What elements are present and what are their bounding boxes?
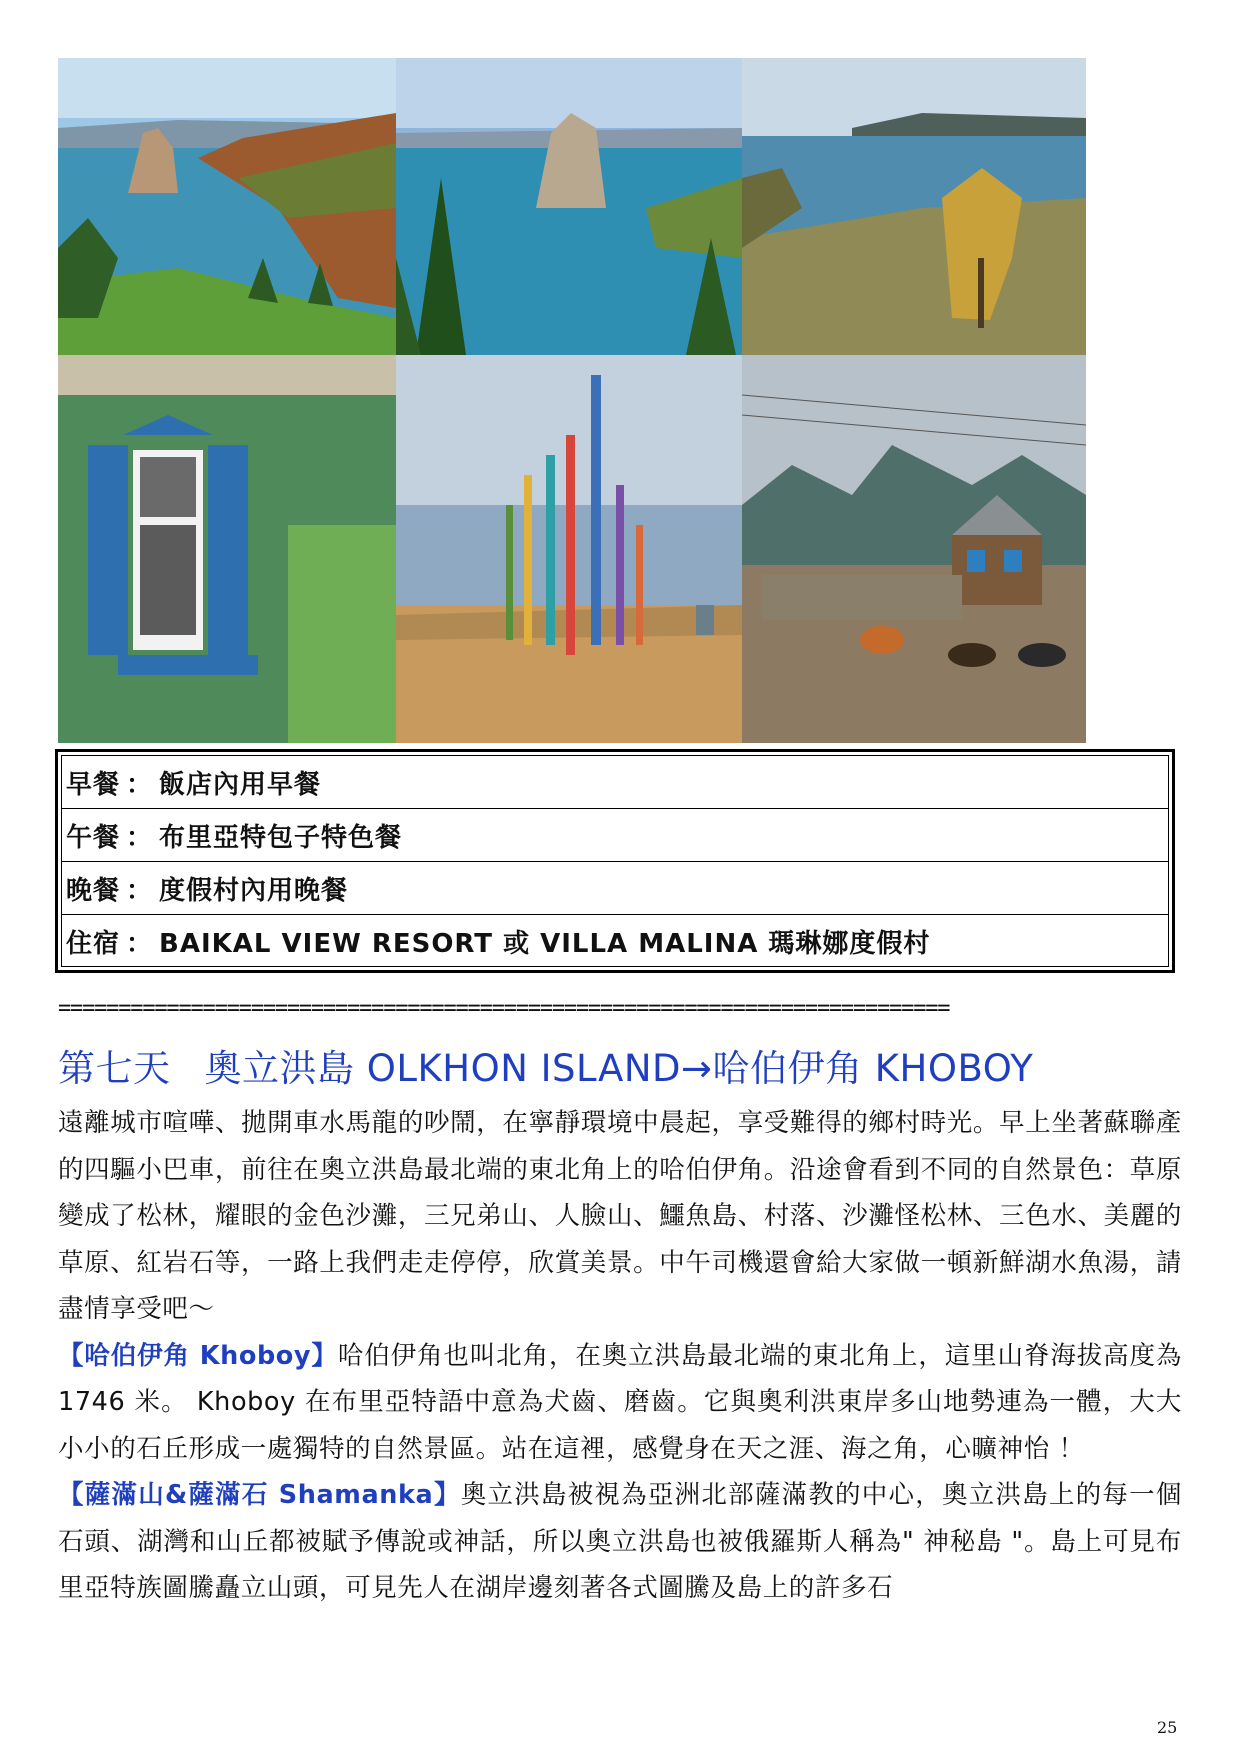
ribbon-totem-poles-photo	[396, 355, 742, 743]
meal-value: 飯店內用早餐	[159, 769, 322, 800]
meal-separator: ：	[126, 822, 154, 853]
shaman-rock-water-photo	[396, 58, 742, 355]
meal-separator: ：	[126, 875, 154, 906]
meal-row-accommodation	[62, 915, 1168, 968]
khoboy-heading: 【哈伯伊角 Khoboy】	[58, 1340, 338, 1371]
page-number: 25	[1157, 1718, 1178, 1737]
meal-label: 早餐	[66, 769, 121, 800]
section-divider: ==========================================================================	[58, 998, 950, 1020]
meal-label: 午餐	[66, 822, 121, 853]
meal-value: BAIKAL VIEW RESORT 或 VILLA MALINA 瑪琳娜度假村	[159, 929, 931, 959]
meal-row-lunch	[62, 809, 1168, 862]
meal-table	[55, 749, 1175, 973]
meal-row-dinner	[62, 862, 1168, 915]
meal-label: 住宿	[66, 929, 121, 959]
larch-tree-lakeshore-photo	[742, 58, 1086, 355]
meal-separator: ：	[126, 929, 154, 959]
itinerary-body	[58, 1100, 1182, 1612]
meal-label: 晚餐	[66, 875, 121, 906]
shamanka-paragraph	[58, 1472, 1182, 1612]
meal-value: 度假村內用晚餐	[159, 875, 349, 906]
shamanka-heading: 【薩滿山&薩滿石 Shamanka】	[58, 1480, 461, 1510]
meal-separator: ：	[126, 769, 154, 800]
intro-paragraph: 遠離城市喧嘩、拋開車水馬龍的吵鬧，在寧靜環境中晨起，享受難得的鄉村時光。早上坐著蘇聯產的四驅小巴車，前往在奧立洪島最北端的東北角上的哈伯伊角。沿途會看到不同的自然景色：草原變成了松林，耀眼的金色沙灘，三兄弟山、人臉山、鱷魚島、村落、沙灘怪松林、三色水、美麗的草原、紅岩石等，一路上我們走走停停，欣賞美景。中午司機還會給大家做一頓新鮮湖水魚湯，請盡情享受吧～	[58, 1108, 1182, 1324]
wooden-window-shutters-photo	[58, 355, 396, 743]
meal-row-breakfast	[62, 756, 1168, 809]
photo-grid	[58, 58, 1186, 743]
day-route: 奧立洪島 OLKHON ISLAND→哈伯伊角 KHOBOY	[204, 1047, 1034, 1090]
shaman-rock-cove-photo	[58, 58, 396, 355]
day-title	[58, 1038, 1033, 1092]
meal-value: 布里亞特包子特色餐	[159, 822, 403, 853]
shamanka-text: 奧立洪島被視為亞洲北部薩滿教的中心，奧立洪島上的每一個石頭、湖灣和山丘都被賦予傳說或神話，所以奧立洪島也被俄羅斯人稱為" 神秘島 "。島上可見布里亞特族圖騰矗立山頭，可見先人在湖岸邊刻著各式圖騰及島上的許多石	[58, 1480, 1182, 1603]
khoboy-text: 哈伯伊角也叫北角，在奧立洪島最北端的東北角上，這里山脊海拔高度為 1746 米。 Khoboy 在布里亞特語中意為犬齒、磨齒。它與奧利洪東岸多山地勢連為一體，大大小小的石丘形成一處獨特的自然景區。站在這裡，感覺身在天之涯、海之角，心曠神怡 ！	[58, 1340, 1182, 1464]
day-number: 第七天	[58, 1047, 171, 1090]
village-house-cows-photo	[742, 355, 1086, 743]
khoboy-paragraph	[58, 1333, 1182, 1473]
